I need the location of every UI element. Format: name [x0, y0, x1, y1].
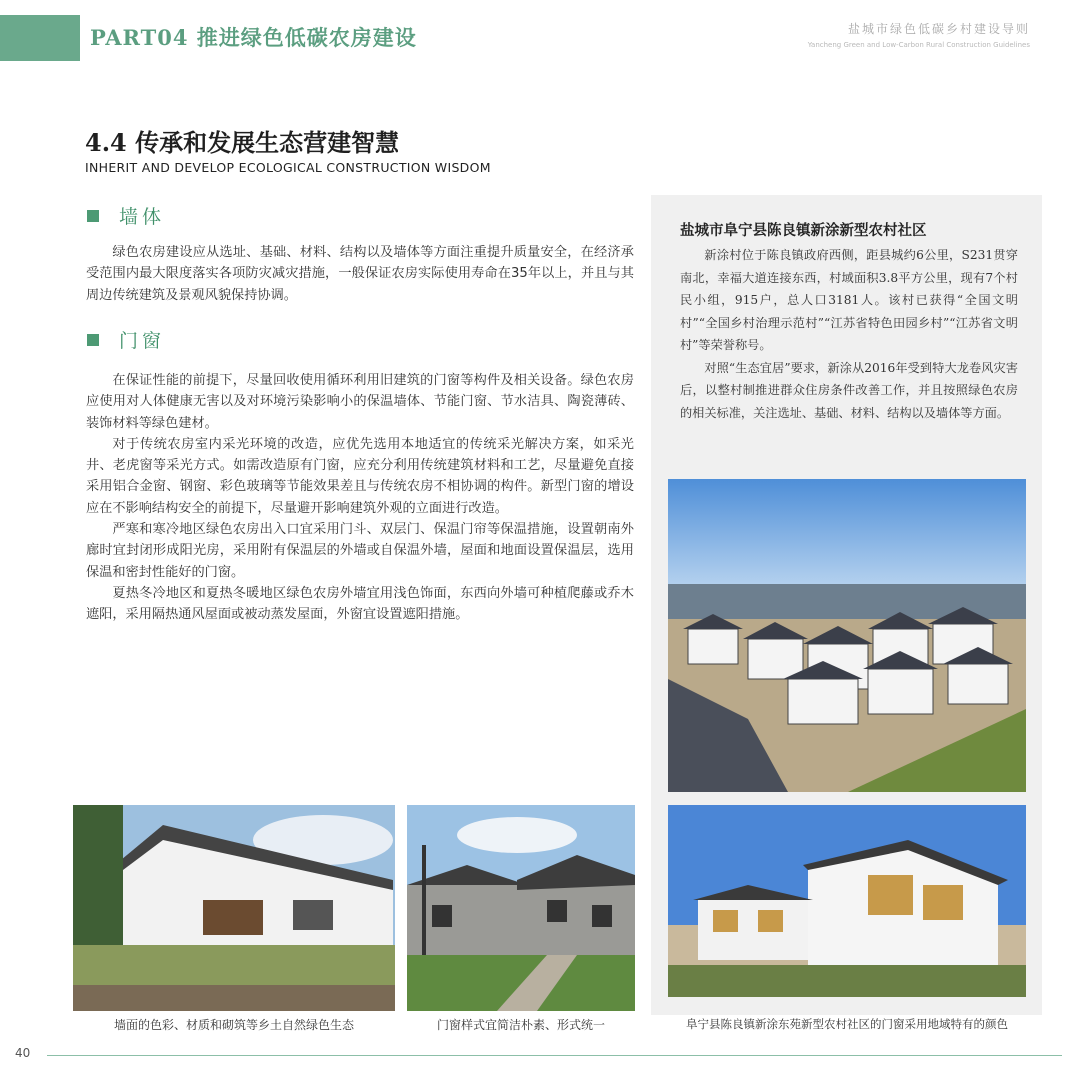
footer-divider	[47, 1055, 1062, 1056]
photo1-caption: 墙面的色彩、材质和砌筑等乡土自然绿色生态	[113, 1018, 354, 1032]
wall-heading	[87, 202, 165, 229]
part-title: PART04 推进绿色低碳农房建设	[90, 25, 417, 50]
doors-heading	[87, 326, 165, 353]
case-study-body	[680, 244, 1018, 424]
doors-paragraph: 严寒和寒冷地区绿色农房出入口宜采用门斗、双层门、保温门帘等保温措施，设置朝南外廊时宜封闭形成阳光房，采用附有保温层的外墙或自保温外墙，屋面和地面设置保温层，选用保温和密封性能好的门窗。	[86, 522, 634, 580]
doors-heading-text: 门窗	[119, 330, 166, 352]
wall-paragraph: 绿色农房建设应从选址、基础、材料、结构以及墙体等方面注重提升质量安全，在经济承受范围内最大限度落实各项防灾减灾措施，一般保证农房实际使用寿命在35年以上，并且与其周边传统建筑及景观风貌保持协调。	[86, 245, 634, 303]
doors-paragraph: 夏热冬冷地区和夏热冬暖地区绿色农房外墙宜用浅色饰面，东西向外墙可种植爬藤或乔木遮阳，采用隔热通风屋面或被动蒸发屋面，外窗宜设置遮阳措施。	[86, 585, 634, 623]
bullet-square-icon	[87, 334, 99, 346]
case-study-paragraph: 新涂村位于陈良镇政府西侧，距县城约6公里，S231贯穿南北，幸福大道连接东西，村域面积3.8平方公里，现有7个村民小组，915户，总人口3181人。该村已获得“全国文明村”“全国乡村治理示范村”“江苏省特色田园乡村”“江苏省文明村”等荣誉称号。	[680, 248, 1018, 352]
doors-paragraph: 在保证性能的前提下，尽量回收使用循环利用旧建筑的门窗等构件及相关设备。绿色农房应使用对人体健康无害以及对环境污染影响小的保温墙体、节能门窗、节水洁具、陶瓷薄砖、装饰材料等绿色建材。	[86, 373, 634, 431]
door-window-photo	[407, 805, 635, 1011]
bullet-square-icon	[87, 210, 99, 222]
guide-title-cn: 盐城市绿色低碳乡村建设导则	[847, 22, 1030, 36]
community-window-photo	[668, 805, 1026, 997]
doors-body	[86, 370, 634, 626]
wall-body	[86, 242, 634, 306]
wall-material-photo	[73, 805, 395, 1011]
photo3-caption: 阜宁县陈良镇新涂东苑新型农村社区的门窗采用地域特有的颜色	[686, 1017, 1008, 1031]
case-study-paragraph: 对照“生态宜居”要求，新涂从2016年受到特大龙卷风灾害后，以整村制推进群众住房条件改善工作，并且按照绿色农房的相关标准，关注选址、基础、材料、结构以及墙体等方面。	[680, 360, 1018, 420]
village-aerial-photo	[668, 479, 1026, 792]
case-study-title: 盐城市阜宁县陈良镇新涂新型农村社区	[680, 223, 927, 239]
wall-heading-text: 墙体	[119, 206, 166, 228]
photo2-caption: 门窗样式宜简洁朴素、形式统一	[436, 1018, 605, 1032]
guide-title-en: Yancheng Green and Low-Carbon Rural Construction Guidelines	[807, 41, 1030, 49]
header-color-band	[0, 15, 80, 61]
section-subtitle-en: INHERIT AND DEVELOP ECOLOGICAL CONSTRUCTION WISDOM	[85, 160, 491, 175]
doors-paragraph: 对于传统农房室内采光环境的改造，应优先选用本地适宜的传统采光解决方案，如采光井、老虎窗等采光方式。如需改造原有门窗，应充分利用传统建筑材料和工艺，尽量避免直接采用铝合金窗、钢窗、彩色玻璃等节能效果差且与传统农房不相协调的构件。新型门窗的增设应在不影响结构安全的前提下，尽量避开影响建筑外观的立面进行改造。	[86, 436, 634, 516]
guide-title-block	[808, 20, 1030, 49]
page-number: 40	[15, 1046, 31, 1060]
section-title: 4.4 传承和发展生态营建智慧	[85, 128, 400, 157]
